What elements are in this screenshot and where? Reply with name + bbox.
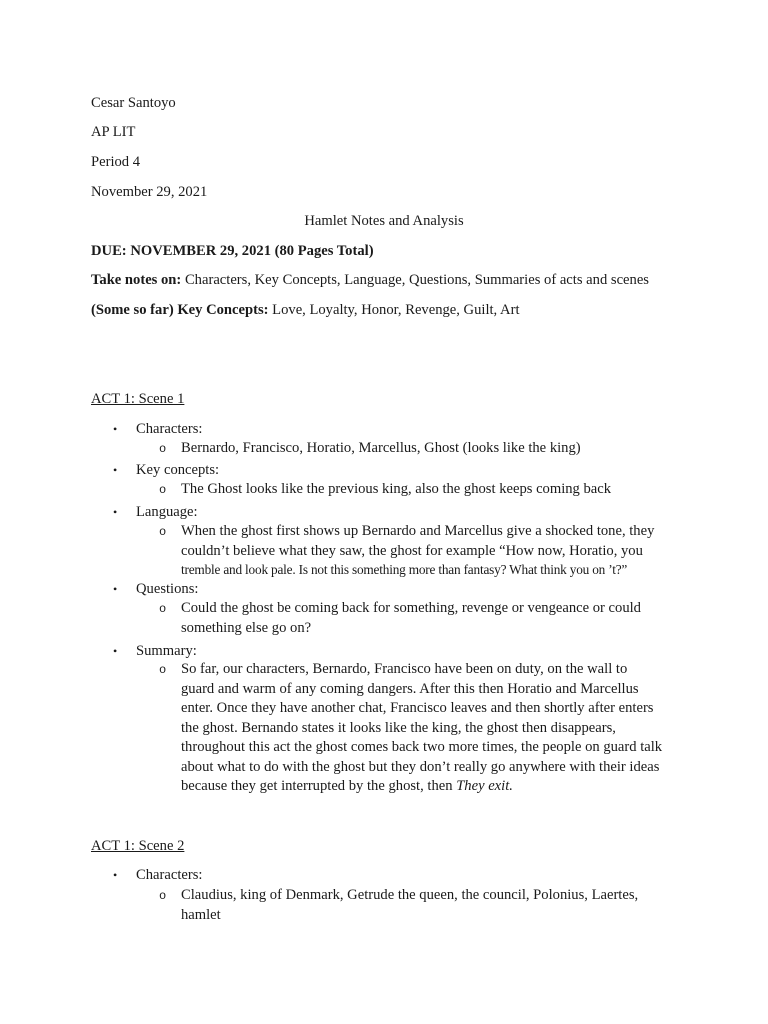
sub-bullet-icon: o — [159, 663, 167, 677]
sub-bullet-icon: o — [159, 889, 167, 903]
s1-summary-line: enter. Once they have another chat, Francisco leaves and then shortly after enters — [181, 700, 654, 716]
s1-language-line1: When the ghost first shows up Bernardo and Marcellus give a shocked tone, they — [181, 523, 655, 539]
s1-summary-line: the ghost. Bernando states it looks like the king, the ghost then disappears, — [181, 720, 616, 736]
take-notes-value: Characters, Key Concepts, Language, Questions, Summaries of acts and scenes — [181, 272, 649, 288]
s1-summary-last-line — [181, 777, 651, 797]
s2-characters-line1: Claudius, king of Denmark, Getrude the queen, the council, Polonius, Laertes, — [181, 887, 639, 903]
take-notes-line — [91, 270, 649, 290]
sub-bullet-icon: o — [159, 442, 167, 456]
s2-characters-label: Characters: — [136, 867, 203, 883]
bullet-icon: • — [113, 582, 118, 596]
s1-language-line2: couldn’t believe what they saw, the ghost for example “How now, Horatio, you — [181, 543, 643, 559]
class-period: Period 4 — [91, 154, 141, 170]
sub-bullet-icon: o — [159, 483, 167, 497]
document-title: Hamlet Notes and Analysis — [304, 213, 464, 229]
s1-concepts-text: The Ghost looks like the previous king, also the ghost keeps coming back — [181, 481, 612, 497]
s1-concepts-label: Key concepts: — [136, 462, 220, 478]
course-name: AP LIT — [91, 124, 136, 140]
act1-scene1-heading: ACT 1: Scene 1 — [91, 391, 185, 407]
due-date-line: DUE: NOVEMBER 29, 2021 (80 Pages Total) — [91, 243, 374, 259]
s1-language-line3: tremble and look pale. Is not this something more than fantasy? What think you on ’t?” — [181, 562, 628, 577]
key-concepts-label: (Some so far) Key Concepts: — [91, 302, 269, 318]
s1-questions-line2: something else go on? — [181, 620, 312, 636]
s1-summary-label: Summary: — [136, 643, 197, 659]
s1-summary-line: about what to do with the ghost but they don’t really go anywhere with their ideas — [181, 759, 660, 775]
act1-scene2-heading: ACT 1: Scene 2 — [91, 838, 185, 854]
sub-bullet-icon: o — [159, 602, 167, 616]
key-concepts-value: Love, Loyalty, Honor, Revenge, Guilt, Art — [268, 302, 520, 318]
key-concepts-line — [91, 300, 520, 320]
s1-summary-last-italic: They exit. — [456, 778, 513, 794]
bullet-icon: • — [113, 644, 118, 658]
s1-summary-last-plain: because they get interrupted by the ghost, then — [181, 778, 457, 794]
s2-characters-line2: hamlet — [181, 907, 221, 923]
s1-characters-text: Bernardo, Francisco, Horatio, Marcellus, Ghost (looks like the king) — [181, 440, 581, 456]
sub-bullet-icon: o — [159, 525, 167, 539]
student-name: Cesar Santoyo — [91, 95, 176, 111]
take-notes-label: Take notes on: — [91, 272, 182, 288]
s1-language-label: Language: — [136, 504, 198, 520]
s1-characters-label: Characters: — [136, 421, 203, 437]
bullet-icon: • — [113, 422, 118, 436]
s1-summary-line: So far, our characters, Bernardo, Francisco have been on duty, on the wall to — [181, 661, 628, 677]
s1-summary-line: guard and warm of any coming dangers. After this then Horatio and Marcellus — [181, 681, 639, 697]
bullet-icon: • — [113, 505, 118, 519]
bullet-icon: • — [113, 868, 118, 882]
s1-questions-line1: Could the ghost be coming back for something, revenge or vengeance or could — [181, 600, 641, 616]
s1-questions-label: Questions: — [136, 581, 199, 597]
bullet-icon: • — [113, 463, 118, 477]
s1-summary-line: throughout this act the ghost comes back two more times, the people on guard talk — [181, 739, 663, 755]
document-date: November 29, 2021 — [91, 184, 208, 200]
